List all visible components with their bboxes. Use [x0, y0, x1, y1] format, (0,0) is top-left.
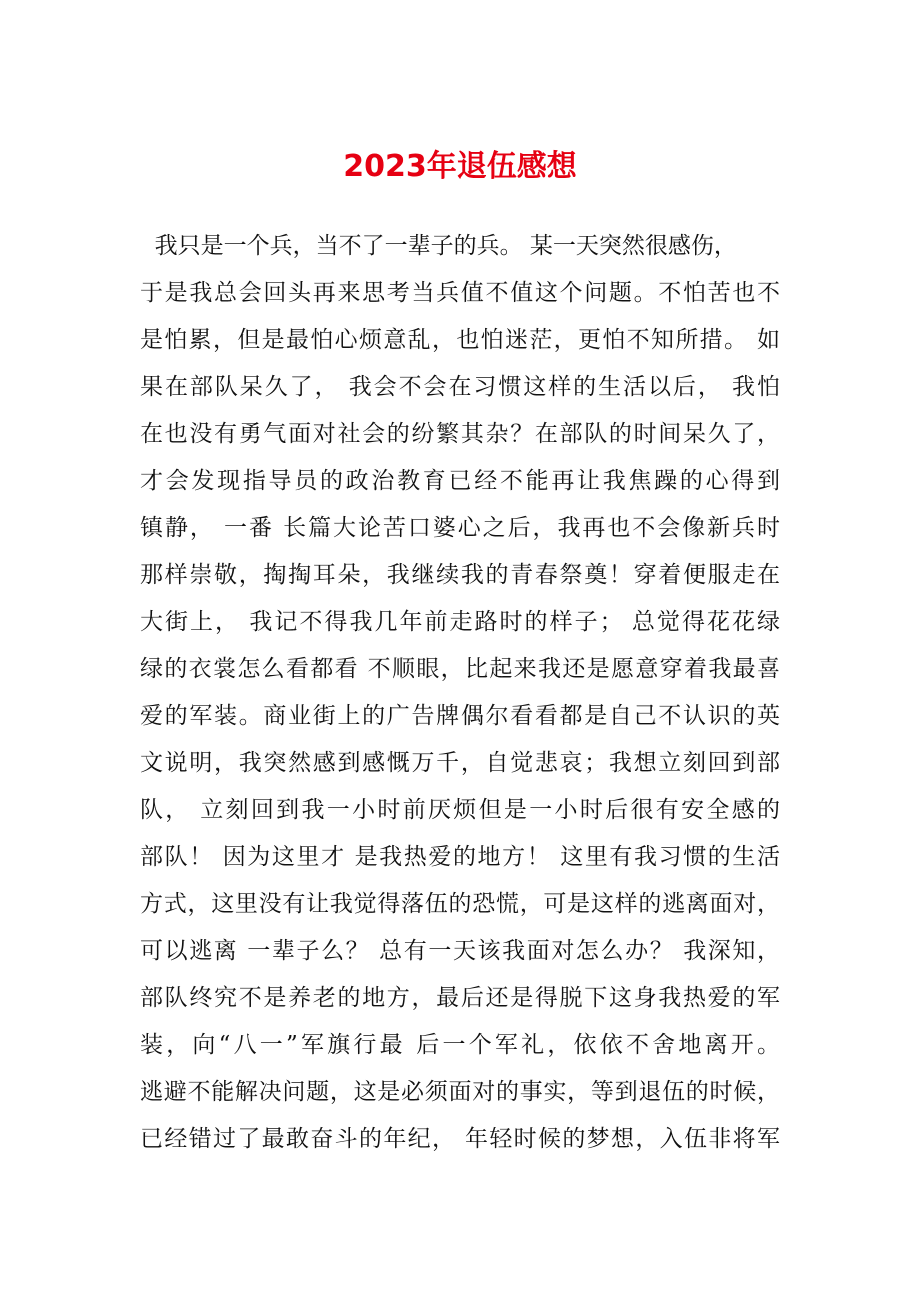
body-line: 已经错过了最敢奋斗的年纪， 年轻时候的梦想，入伍非将军: [140, 1126, 780, 1152]
body-line: 队， 立刻回到我一小时前厌烦但是一小时后很有安全感的: [140, 797, 780, 823]
body-line: 我只是一个兵，当不了一辈子的兵。 某一天突然很感伤，: [140, 233, 737, 259]
body-line: 在也没有勇气面对社会的纷繁其杂？在部队的时间呆久了，: [140, 421, 780, 447]
body-line: 于是我总会回头再来思考当兵值不值这个问题。不怕苦也不: [140, 280, 780, 306]
body-line: 是怕累，但是最怕心烦意乱，也怕迷茫，更怕不知所措。 如: [140, 327, 780, 353]
body-line: 部队！ 因为这里才 是我热爱的地方！ 这里有我习惯的生活: [140, 844, 780, 870]
body-line: 爱的军装。商业街上的广告牌偶尔看看都是自己不认识的英: [140, 703, 780, 729]
document-body: [140, 223, 780, 1163]
body-line: 逃避不能解决问题，这是必须面对的事实，等到退伍的时候，: [140, 1079, 780, 1105]
body-line: 可以逃离 一辈子么？ 总有一天该我面对怎么办？ 我深知，: [140, 938, 780, 964]
document-title: 2023年退伍感想: [343, 149, 577, 184]
body-line: 大街上， 我记不得我几年前走路时的样子； 总觉得花花绿: [140, 609, 780, 635]
body-line: 果在部队呆久了， 我会不会在习惯这样的生活以后， 我怕: [140, 374, 780, 400]
body-line: 装，向“八一”军旗行最 后一个军礼，依依不舍地离开。: [140, 1032, 780, 1058]
body-line: 镇静， 一番 长篇大论苦口婆心之后，我再也不会像新兵时: [140, 515, 780, 541]
body-line: 文说明，我突然感到感慨万千，自觉悲哀；我想立刻回到部: [140, 750, 780, 776]
body-line: 方式，这里没有让我觉得落伍的恐慌，可是这样的逃离面对，: [140, 891, 780, 917]
body-line: 才会发现指导员的政治教育已经不能再让我焦躁的心得到: [140, 468, 780, 494]
body-line: 部队终究不是养老的地方，最后还是得脱下这身我热爱的军: [140, 985, 780, 1011]
body-line: 绿的衣裳怎么看都看 不顺眼，比起来我还是愿意穿着我最喜: [140, 656, 780, 682]
body-line: 那样崇敬，掏掏耳朵，我继续我的青春祭奠！穿着便服走在: [140, 562, 780, 588]
